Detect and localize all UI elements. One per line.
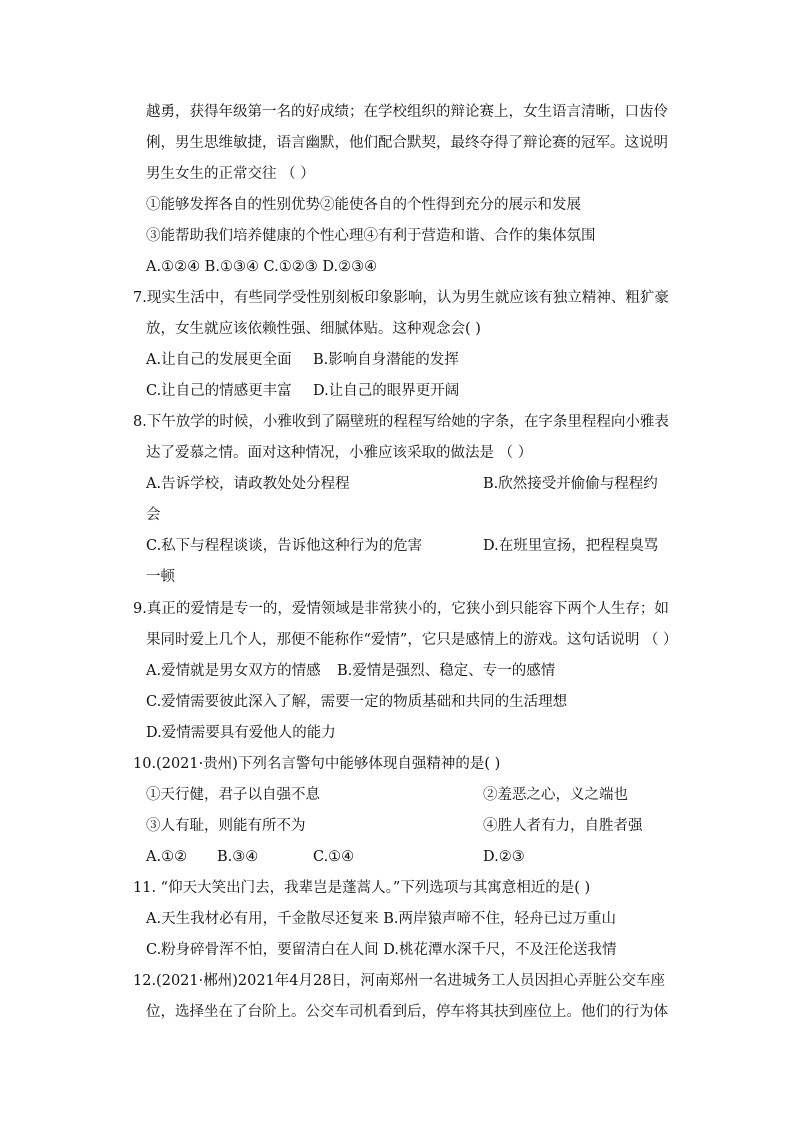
q10-item-4: ④胜人者有力，自胜者强 [483, 818, 643, 834]
q9-option-a: A.爱情就是男女双方的情感 [146, 663, 321, 679]
q9-option-d: D.爱情需要具有爱他人的能力 [146, 725, 336, 741]
q8-option-d-continued: 一顿 [146, 569, 175, 585]
q6-item-2: ③能帮助我们培养健康的个性心理④有利于营造和谐、合作的集体氛围 [146, 228, 596, 244]
q6-stem-line-1: 越勇，获得年级第一名的好成绩；在学校组织的辩论赛上，女生语言清晰，口齿伶 [146, 104, 668, 120]
q7-stem-line-1: 7.现实生活中，有些同学受性别刻板印象影响，认为男生就应该有独立精神、粗犷豪 [133, 290, 669, 306]
q10-item-2: ②羞恶之心，义之端也 [483, 787, 628, 803]
q8-option-d: D.在班里宣扬，把程程臭骂 [483, 538, 659, 554]
q7-stem-line-2: 放，女生就应该依赖性强、细腻体贴。这种观念会( ) [146, 321, 481, 337]
q10-option-c: C.①④ [313, 849, 355, 865]
q9-option-c: C.爱情需要彼此深入了解，需要一定的物质基础和共同的生活理想 [146, 694, 568, 710]
q9-option-b: B.爱情是强烈、稳定、专一的感情 [337, 663, 556, 679]
q6-choices: A.①②④ B.①③④ C.①②③ D.②③④ [146, 259, 378, 275]
q8-option-c: C.私下与程程谈谈，告诉他这种行为的危害 [146, 538, 423, 554]
q7-option-d: D.让自己的眼界更开阔 [313, 383, 460, 399]
q9-stem-line-2: 果同时爱上几个人，那便不能称作“爱情”，它只是感情上的游戏。这句话说明 （ ） [146, 632, 678, 648]
q6-item-1: ①能够发挥各自的性别优势②能使各自的个性得到充分的展示和发展 [146, 197, 581, 213]
q9-stem-line-1: 9.真正的爱情是专一的，爱情领域是非常狭小的，它狭小到只能容下两个人生存；如 [133, 601, 669, 617]
q7-option-c: C.让自己的情感更丰富 [146, 383, 292, 399]
q8-option-b-continued: 会 [146, 507, 161, 523]
q6-stem-line-2: 俐，男生思维敏捷，语言幽默，他们配合默契，最终夺得了辩论赛的冠军。这说明 [146, 135, 668, 151]
q6-stem-line-3: 男生女生的正常交往 （ ） [146, 166, 315, 182]
q11-options-ab: A.天生我材必有用，千金散尽还复来 B.两岸猿声啼不住，轻舟已过万重山 [146, 911, 616, 927]
q8-option-a: A.告诉学校，请政教处处分程程 [146, 476, 350, 492]
q11-stem: 11. “仰天大笑出门去，我辈岂是蓬蒿人。”下列选项与其寓意相近的是( ) [133, 880, 591, 896]
q7-option-b: B.影响自身潜能的发挥 [313, 352, 459, 368]
q10-item-3: ③人有耻，则能有所不为 [146, 818, 306, 834]
q8-stem-line-2: 达了爱慕之情。面对这种情况，小雅应该采取的做法是 （ ） [146, 445, 533, 461]
q10-option-b: B.③④ [217, 849, 259, 865]
q10-option-d: D.②③ [483, 849, 525, 865]
q11-options-cd: C.粉身碎骨浑不怕，要留清白在人间 D.桃花潭水深千尺，不及汪伦送我情 [146, 942, 617, 958]
q8-option-b: B.欣然接受并偷偷与程程约 [483, 476, 658, 492]
q10-item-1: ①天行健，君子以自强不息 [146, 787, 320, 803]
q10-stem: 10.(2021·贵州)下列名言警句中能够体现自强精神的是( ) [133, 756, 501, 772]
q8-stem-line-1: 8.下午放学的时候，小雅收到了隔壁班的程程写给她的字条，在字条里程程向小雅表 [133, 414, 669, 430]
q12-stem-line-2: 位，选择坐在了台阶上。公交车司机看到后，停车将其扶到座位上。他们的行为体 [146, 1004, 668, 1020]
q10-option-a: A.①② [146, 849, 188, 865]
q7-option-a: A.让自己的发展更全面 [146, 352, 292, 368]
q12-stem-line-1: 12.(2021·郴州)2021年4月28日，河南郑州一名进城务工人员因担心弄脏公交车座 [133, 973, 665, 989]
